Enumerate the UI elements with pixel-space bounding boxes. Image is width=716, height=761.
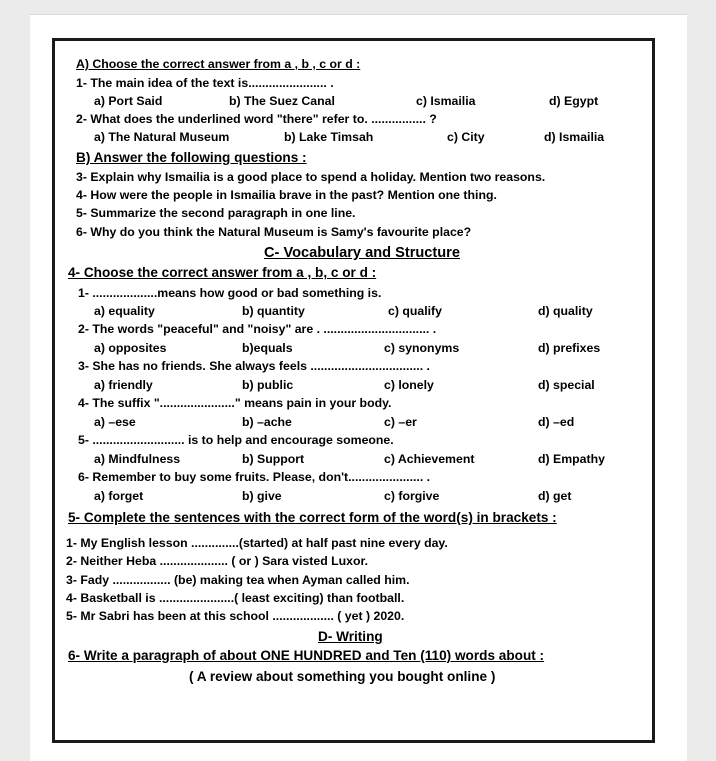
option-d: d) special bbox=[538, 378, 595, 392]
question-b4: 4- How were the people in Ismailia brave in the past? Mention one thing. bbox=[76, 188, 497, 202]
option-b: b)equals bbox=[242, 341, 293, 355]
section-d-heading: D- Writing bbox=[318, 629, 383, 644]
question-c3: 3- She has no friends. She always feels ................................. . bbox=[78, 359, 430, 373]
option-c: c) Achievement bbox=[384, 452, 475, 466]
question-a2: 2- What does the underlined word "there" refer to. ................ ? bbox=[76, 112, 437, 126]
writing-task: 6- Write a paragraph of about ONE HUNDRED and Ten (110) words about : bbox=[68, 648, 545, 663]
section-c-subheading: 4- Choose the correct answer from a , b, c or d : bbox=[68, 265, 377, 280]
option-a: a) friendly bbox=[94, 378, 153, 392]
question-b5: 5- Summarize the second paragraph in one line. bbox=[76, 206, 356, 220]
section-c-heading: C- Vocabulary and Structure bbox=[264, 245, 460, 261]
sentence-5: 5- Mr Sabri has been at this school .................. ( yet ) 2020. bbox=[66, 609, 405, 623]
option-b: b) public bbox=[242, 378, 294, 392]
question-b3: 3- Explain why Ismailia is a good place to spend a holiday. Mention two reasons. bbox=[76, 170, 546, 184]
option-d: d) –ed bbox=[538, 415, 575, 429]
option-a: a) –ese bbox=[94, 415, 136, 429]
option-b: b) quantity bbox=[242, 304, 305, 318]
question-b6: 6- Why do you think the Natural Museum is Samy's favourite place? bbox=[76, 225, 472, 239]
option-c: c) –er bbox=[384, 415, 417, 429]
option-c: c) synonyms bbox=[384, 341, 460, 355]
option-d: d) get bbox=[538, 489, 572, 503]
question-c5: 5- ........................... is to help and encourage someone. bbox=[78, 433, 394, 447]
option-d: d) quality bbox=[538, 304, 593, 318]
section-a-heading: A) Choose the correct answer from a , b , c or d : bbox=[76, 57, 361, 71]
option-a: a) The Natural Museum bbox=[94, 130, 230, 144]
option-c: c) City bbox=[447, 130, 485, 144]
option-c: c) Ismailia bbox=[416, 94, 476, 108]
option-b: b) The Suez Canal bbox=[229, 94, 335, 108]
option-b: b) Lake Timsah bbox=[284, 130, 374, 144]
option-d: d) Ismailia bbox=[544, 130, 605, 144]
question-c4: 4- The suffix "......................" means pain in your body. bbox=[78, 396, 392, 410]
writing-topic: ( A review about something you bought online ) bbox=[189, 669, 496, 684]
section-5-heading: 5- Complete the sentences with the correct form of the word(s) in brackets : bbox=[68, 510, 557, 525]
option-b: b) give bbox=[242, 489, 282, 503]
sentence-1: 1- My English lesson ..............(started) at half past nine every day. bbox=[66, 536, 448, 550]
question-c6: 6- Remember to buy some fruits. Please, don't...................... . bbox=[78, 470, 431, 484]
option-a: a) opposites bbox=[94, 341, 167, 355]
question-c1: 1- ...................means how good or bad something is. bbox=[78, 286, 382, 300]
sentence-3: 3- Fady ................. (be) making tea when Ayman called him. bbox=[66, 573, 410, 587]
option-c: c) qualify bbox=[388, 304, 442, 318]
option-c: c) forgive bbox=[384, 489, 440, 503]
option-a: a) Port Said bbox=[94, 94, 163, 108]
option-c: c) lonely bbox=[384, 378, 434, 392]
question-c2: 2- The words "peaceful" and "noisy" are . ............................... . bbox=[78, 322, 437, 336]
option-a: a) forget bbox=[94, 489, 144, 503]
option-a: a) equality bbox=[94, 304, 155, 318]
section-b-heading: B) Answer the following questions : bbox=[76, 150, 307, 165]
sentence-4: 4- Basketball is ......................( least exciting) than football. bbox=[66, 591, 405, 605]
question-a1: 1- The main idea of the text is....................... . bbox=[76, 76, 334, 90]
option-b: b) –ache bbox=[242, 415, 292, 429]
option-d: d) Empathy bbox=[538, 452, 605, 466]
option-a: a) Mindfulness bbox=[94, 452, 181, 466]
option-d: d) Egypt bbox=[549, 94, 599, 108]
option-d: d) prefixes bbox=[538, 341, 601, 355]
option-b: b) Support bbox=[242, 452, 305, 466]
sentence-2: 2- Neither Heba .................... ( or ) Sara visted Luxor. bbox=[66, 554, 369, 568]
